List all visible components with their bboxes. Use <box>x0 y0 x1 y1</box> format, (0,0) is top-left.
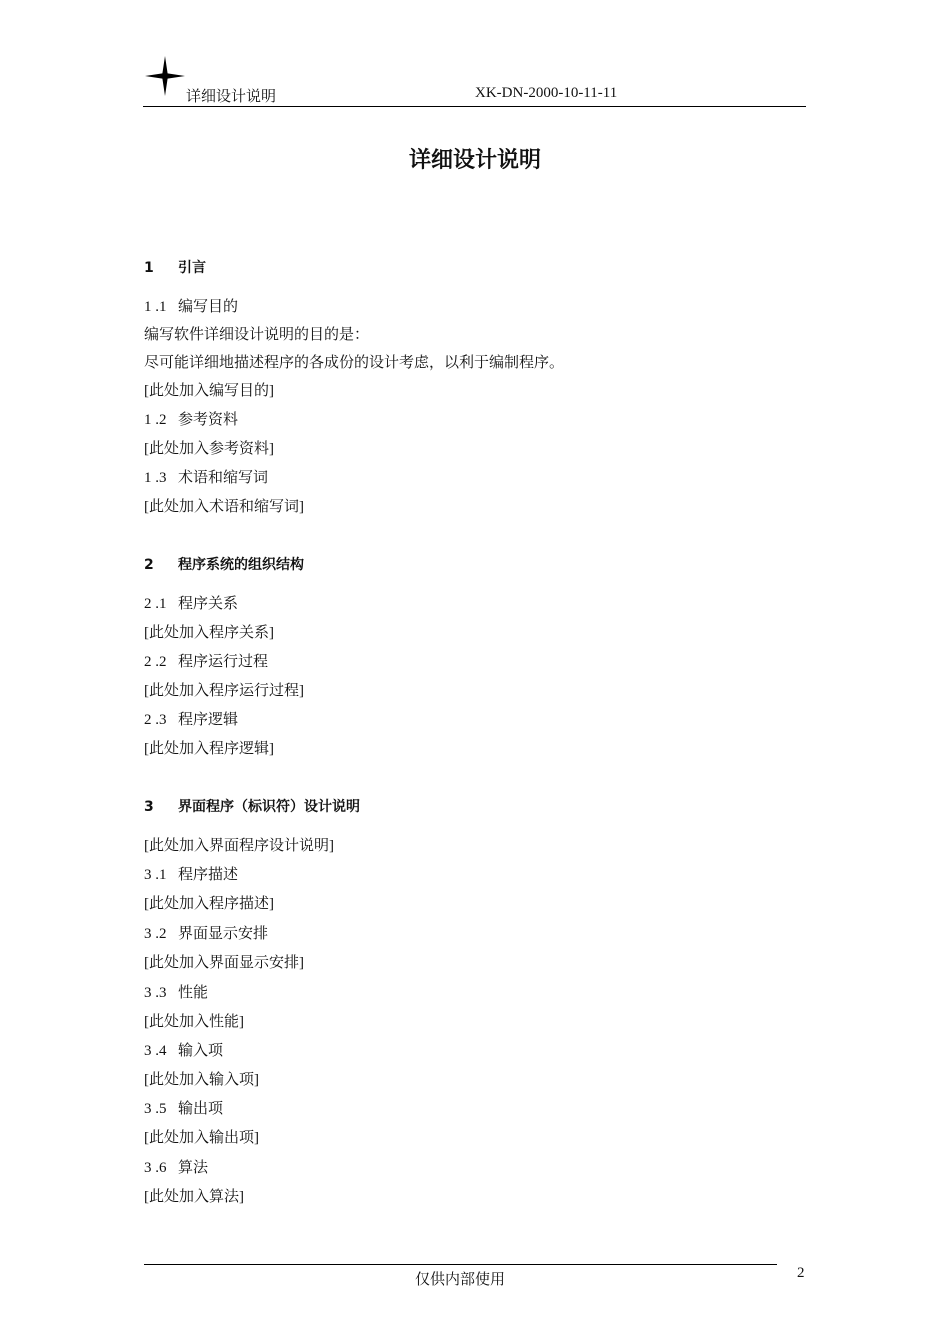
subsection-number: 3 .1 <box>144 867 167 883</box>
subsection-number: 3 .5 <box>144 1101 167 1117</box>
placeholder-text: [此处加入程序逻辑] <box>144 741 274 757</box>
subsection-number: 3 .3 <box>144 985 167 1001</box>
placeholder-text: [此处加入参考资料] <box>144 441 274 457</box>
subsection-heading-3-2 <box>144 922 268 943</box>
subsection-heading-3-6 <box>144 1156 208 1177</box>
paragraph: 尽可能详细地描述程序的各成份的设计考虑，以利于编制程序。 <box>144 355 565 371</box>
placeholder-text: [此处加入性能] <box>144 1014 244 1030</box>
placeholder-text: [此处加入程序运行过程] <box>144 683 304 699</box>
subsection-heading-1-3 <box>144 466 268 487</box>
section-title: 引言 <box>178 260 206 276</box>
section-title: 程序系统的组织结构 <box>178 557 304 573</box>
subsection-number: 3 .2 <box>144 926 167 942</box>
section-number: 2 <box>144 557 154 573</box>
subsection-heading-3-1 <box>144 863 238 884</box>
header-doc-code: XK-DN-2000-10-11-11 <box>475 85 618 101</box>
placeholder-text: [此处加入程序描述] <box>144 896 274 912</box>
paragraph: 编写软件详细设计说明的目的是： <box>144 327 370 343</box>
footer-rule <box>144 1264 777 1265</box>
subsection-title: 程序描述 <box>178 867 239 883</box>
placeholder-text: [此处加入编写目的] <box>144 383 274 399</box>
subsection-heading-2-1 <box>144 592 238 613</box>
section-heading-1 <box>144 257 206 277</box>
page-number: 2 <box>797 1265 805 1281</box>
subsection-heading-3-5 <box>144 1097 223 1118</box>
header-doc-label: 详细设计说明 <box>186 89 277 105</box>
section-number: 1 <box>144 260 154 276</box>
subsection-title: 输出项 <box>178 1101 224 1117</box>
placeholder-text: [此处加入程序关系] <box>144 625 274 641</box>
subsection-title: 算法 <box>178 1160 209 1176</box>
subsection-heading-1-1 <box>144 295 238 316</box>
placeholder-text: [此处加入算法] <box>144 1189 244 1205</box>
section-heading-3 <box>144 796 360 816</box>
star-logo-icon <box>143 54 187 98</box>
subsection-title: 程序逻辑 <box>178 712 239 728</box>
placeholder-text: [此处加入界面程序设计说明] <box>144 838 334 854</box>
subsection-heading-2-3 <box>144 708 238 729</box>
page-title: 详细设计说明 <box>408 148 541 173</box>
subsection-title: 性能 <box>178 985 209 1001</box>
subsection-heading-3-3 <box>144 981 208 1002</box>
subsection-title: 界面显示安排 <box>178 926 269 942</box>
subsection-number: 2 .1 <box>144 596 167 612</box>
subsection-number: 1 .1 <box>144 299 167 315</box>
placeholder-text: [此处加入界面显示安排] <box>144 955 304 971</box>
subsection-title: 程序运行过程 <box>178 654 269 670</box>
subsection-number: 1 .2 <box>144 412 167 428</box>
subsection-number: 2 .2 <box>144 654 167 670</box>
subsection-heading-1-2 <box>144 408 238 429</box>
section-title: 界面程序（标识符）设计说明 <box>178 799 360 815</box>
subsection-heading-2-2 <box>144 650 268 671</box>
placeholder-text: [此处加入输出项] <box>144 1130 259 1146</box>
subsection-number: 1 .3 <box>144 470 167 486</box>
page-header <box>143 54 806 107</box>
subsection-number: 3 .6 <box>144 1160 167 1176</box>
footer-text: 仅供内部使用 <box>414 1272 505 1288</box>
subsection-title: 术语和缩写词 <box>178 470 269 486</box>
section-heading-2 <box>144 554 304 574</box>
subsection-title: 参考资料 <box>178 412 239 428</box>
placeholder-text: [此处加入输入项] <box>144 1072 259 1088</box>
subsection-heading-3-4 <box>144 1039 223 1060</box>
subsection-title: 程序关系 <box>178 596 239 612</box>
header-rule <box>143 106 806 107</box>
subsection-title: 编写目的 <box>178 299 239 315</box>
subsection-title: 输入项 <box>178 1043 224 1059</box>
section-number: 3 <box>144 799 154 815</box>
placeholder-text: [此处加入术语和缩写词] <box>144 499 304 515</box>
subsection-number: 3 .4 <box>144 1043 167 1059</box>
subsection-number: 2 .3 <box>144 712 167 728</box>
